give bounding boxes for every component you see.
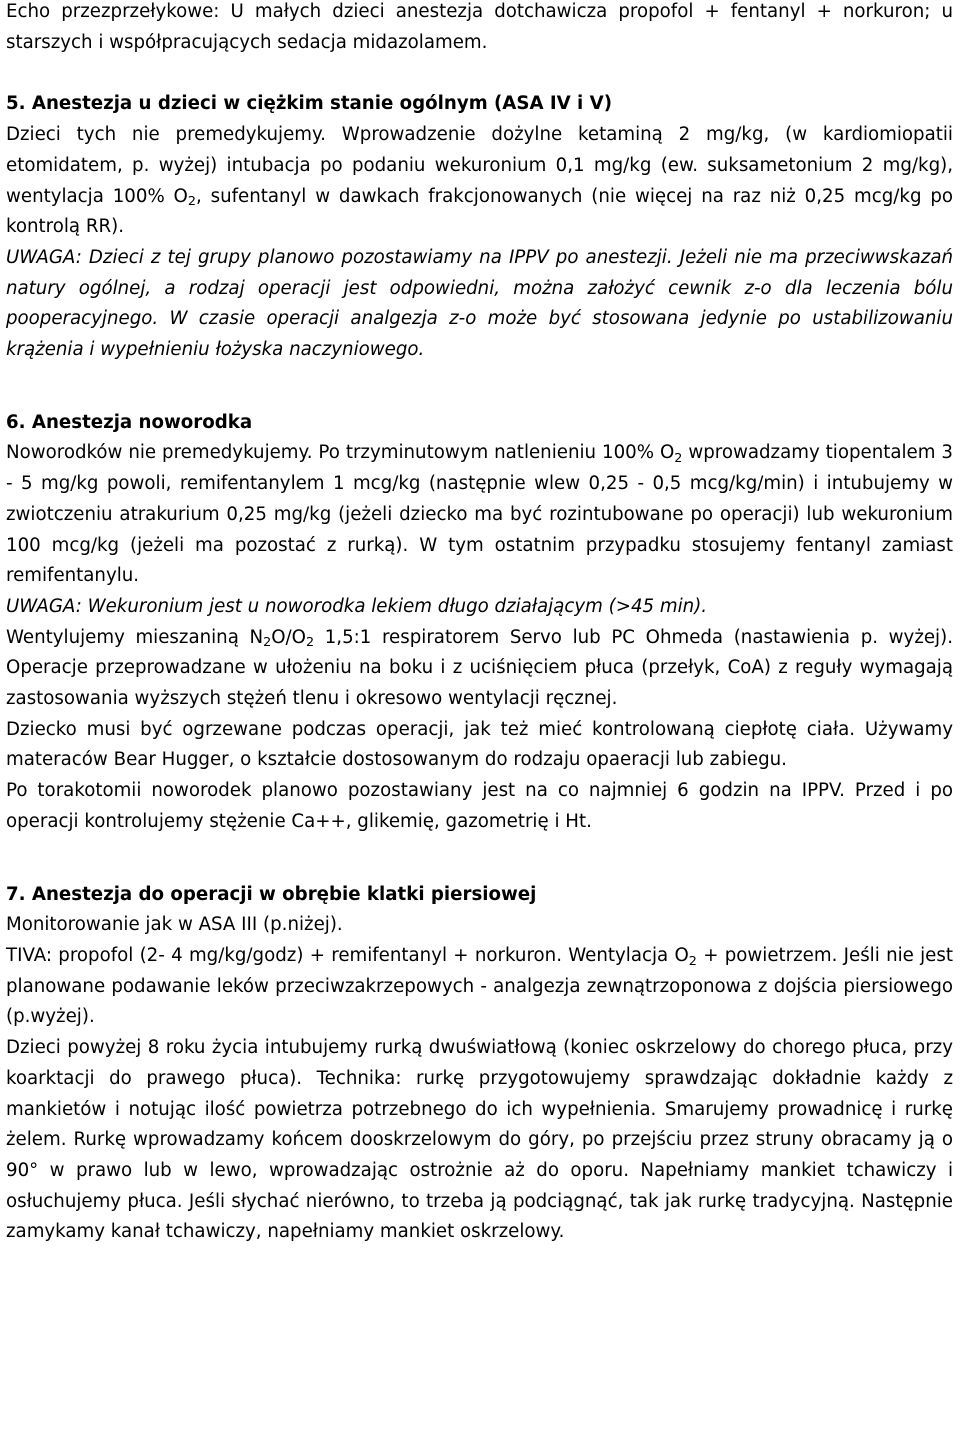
section-5-paragraph-1: Dzieci tych nie premedykujemy. Wprowadzenie dożylne ketaminą 2 mg/kg, (w kardiomiopatii etomidatem, p. wyżej) intubacja po podaniu wekuronium 0,1 mg/kg (ew. suksametonium 2 mg/kg), wentylacja 100% $O_2$, sufentanyl w dawkach frakcjonowanych (nie więcej na raz niż 0,25 mcg/kg po kontrolą RR). [6, 124, 954, 238]
section-5-note: UWAGA: Dzieci z tej grupy planowo pozostawiamy na IPPV po anestezji. [6, 246, 673, 268]
section-6-paragraph-2: Wentylujemy mieszaniną $N_2O/O_2$ 1,5:1 respiratorem Servo lub PC Ohmeda (nastawienia p. wyżej). Operacje przeprowadzane w ułożeniu na boku i z uciśnięciem płuca (przełyk, CoA) z reguły wymagają zastosowania wyższych stężeń tlenu i okresowo wentylacji ręcznej. [6, 626, 953, 710]
section-6-paragraph-3: Dziecko musi być ogrzewane podczas operacji, jak też mieć kontrolowaną ciepłotę ciała. Używamy materaców Bear Hugger, o kształcie dostosowanym do rodzaju opaeracji lub zabiegu. [6, 718, 953, 771]
section-7-paragraph-1: Monitorowanie jak w ASA III (p.niżej). [6, 914, 343, 936]
section-6-paragraph-4: Po torakotomii noworodek planowo pozostawiany jest na co najmniej 6 godzin na IPPV. Przed i po operacji kontrolujemy stężenie Ca++, glikemię, gazometrię i Ht. [6, 780, 953, 832]
spacer [6, 58, 953, 89]
section-6-note: UWAGA: Wekuronium jest u noworodka lekiem długo działającym (>45 min). [6, 595, 708, 617]
section-5-paragraph-2: UWAGA: Dzieci z tej grupy planowo pozostawiamy na IPPV po anestezji. Jeżeli nie ma przeciwwskazań natury ogólnej, a rodzaj operacji jest odpowiedni, można założyć cewnik z-o dla leczenia bólu pooperacyjnego. W czasie operacji analgezja z-o może być stosowana jedynie po ustabilizowaniu krążenia i wypełnieniu łożyska naczyniowego. [6, 246, 954, 361]
section-5-heading: 5. Anestezja u dzieci w ciężkim stanie ogólnym (ASA IV i V) [6, 93, 613, 115]
spacer [6, 366, 953, 408]
section-6-heading: 6. Anestezja noworodka [6, 411, 253, 433]
section-7-heading: 7. Anestezja do operacji w obrębie klatki piersiowej [6, 883, 537, 905]
section-7-paragraph-3: Dzieci powyżej 8 roku życia intubujemy rurką dwuświatłową (koniec oskrzelowy do chorego płuca, przy koarktacji do prawego płuca). Technika: rurkę przygotowujemy sprawdzając dokładnie każdy z mankietów i notując ilość powietrza potrzebnego do ich wypełnienia. Smarujemy prowadnicę i rurkę żelem. Rurkę wprowadzamy końcem dooskrzelowym do góry, po przejściu przez struny obracamy ją o 90° w prawo lub w lewo, wprowadzając ostrożnie aż do oporu. Napełniamy mankiet tchawiczy i osłuchujemy płuca. Jeśli słychać nierówno, to trzeba ją podciągnąć, tak jak rurkę tradycyjną. Następnie zamykamy kanał tchawiczy, napełniamy mankiet oskrzelowy. [6, 1037, 953, 1243]
spacer [6, 838, 953, 880]
section-6-paragraph-1: Noworodków nie premedykujemy. Po trzyminutowym natlenieniu 100% $O_2$ wprowadzamy tiopentalem 3 - 5 mg/kg powoli, remifentanylem 1 mcg/kg (następnie wlew 0,25 - 0,5 mcg/kg/min) i intubujemy w zwiotczeniu atrakurium 0,25 mg/kg (jeżeli dziecko ma być rozintubowane po operacji) lub wekuronium 100 mcg/kg (jeżeli ma pozostać z rurką). W tym ostatnim przypadku stosujemy fentanyl zamiast remifentanylu. [6, 442, 953, 587]
section-7-paragraph-2: TIVA: propofol (2- 4 mg/kg/godz) + remifentanyl + norkuron. Wentylacja $O_2$ + powietrzem. Jeśli nie jest planowane podawanie leków przeciwzakrzepowych - analgezja zewnątrzoponowa z dojścia piersiowego (p.wyżej). [6, 944, 953, 1028]
intro-paragraph: Echo przezprzełykowe: U małych dzieci anestezja dotchawicza propofol + fentanyl + norkuron; u starszych i współpracujących sedacja midazolamem. [6, 1, 953, 53]
